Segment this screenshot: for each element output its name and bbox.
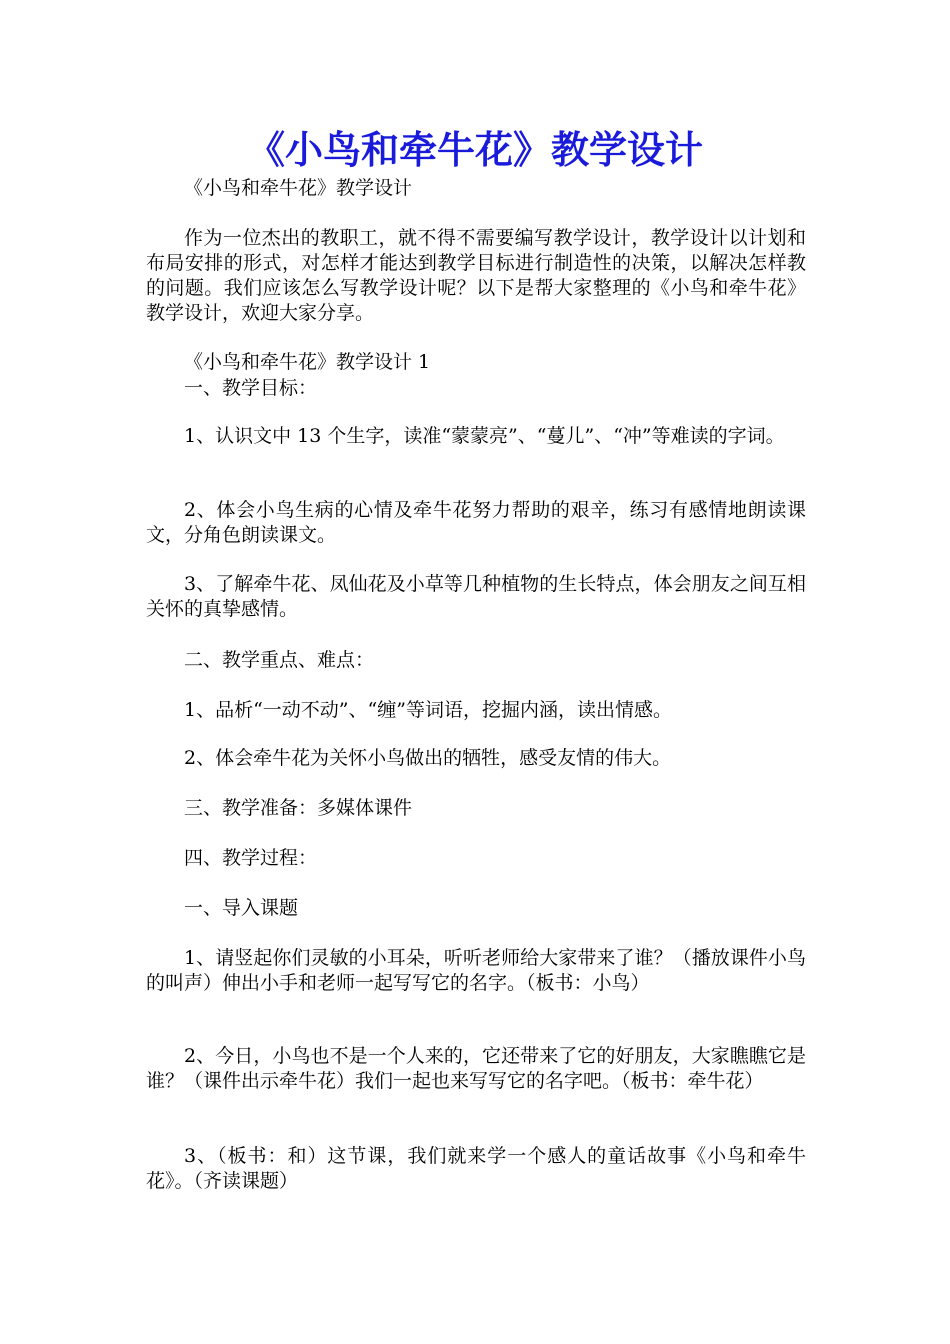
subtitle-paragraph: 《小鸟和牵牛花》教学设计 (184, 177, 413, 199)
document-title: 《小鸟和牵牛花》教学设计 (246, 127, 703, 172)
goal-item-3: 3、了解牵牛花、凤仙花及小草等几种植物的生长特点，体会朋友之间互相关怀的真挚感情。 (146, 573, 806, 620)
heading-teaching-goals: 一、教学目标： (184, 377, 318, 399)
process-item-1: 1、请竖起你们灵敏的小耳朵，听听老师给大家带来了谁？（播放课件小鸟的叫声）伸出小手和老师一起写写它的名字。（板书：小鸟） (146, 947, 806, 994)
process-item-3: 3、（板书：和）这节课，我们就来学一个感人的童话故事《小鸟和牵牛花》。（齐读课题） (146, 1145, 806, 1192)
intro-paragraph: 作为一位杰出的教职工，就不得不需要编写教学设计，教学设计以计划和布局安排的形式，对怎样才能达到教学目标进行制造性的决策，以解决怎样教的问题。我们应该怎么写教学设计呢？以下是帮大家整理的《小鸟和牵牛花》教学设计，欢迎大家分享。 (146, 227, 806, 324)
goal-item-1: 1、认识文中 13 个生字，读准“蒙蒙亮”、“蔓儿”、“冲”等难读的字词。 (184, 425, 785, 447)
goal-item-2: 2、体会小鸟生病的心情及牵牛花努力帮助的艰辛，练习有感情地朗读课文，分角色朗读课文。 (146, 499, 806, 546)
heading-process: 四、教学过程： (184, 847, 318, 869)
process-item-2: 2、今日，小鸟也不是一个人来的，它还带来了它的好朋友，大家瞧瞧它是谁？（课件出示牵牛花）我们一起也来写写它的名字吧。（板书：牵牛花） (146, 1045, 806, 1092)
key-point-item-1: 1、品析“一动不动”、“缠”等词语，挖掘内涵，读出情感。 (184, 699, 672, 721)
section-title-1: 《小鸟和牵牛花》教学设计 1 (184, 351, 431, 373)
heading-key-points: 二、教学重点、难点： (184, 649, 375, 671)
key-point-item-2: 2、体会牵牛花为关怀小鸟做出的牺牲，感受友情的伟大。 (184, 747, 672, 769)
heading-introduction: 一、导入课题 (184, 897, 299, 919)
heading-preparation: 三、教学准备：多媒体课件 (184, 797, 413, 819)
